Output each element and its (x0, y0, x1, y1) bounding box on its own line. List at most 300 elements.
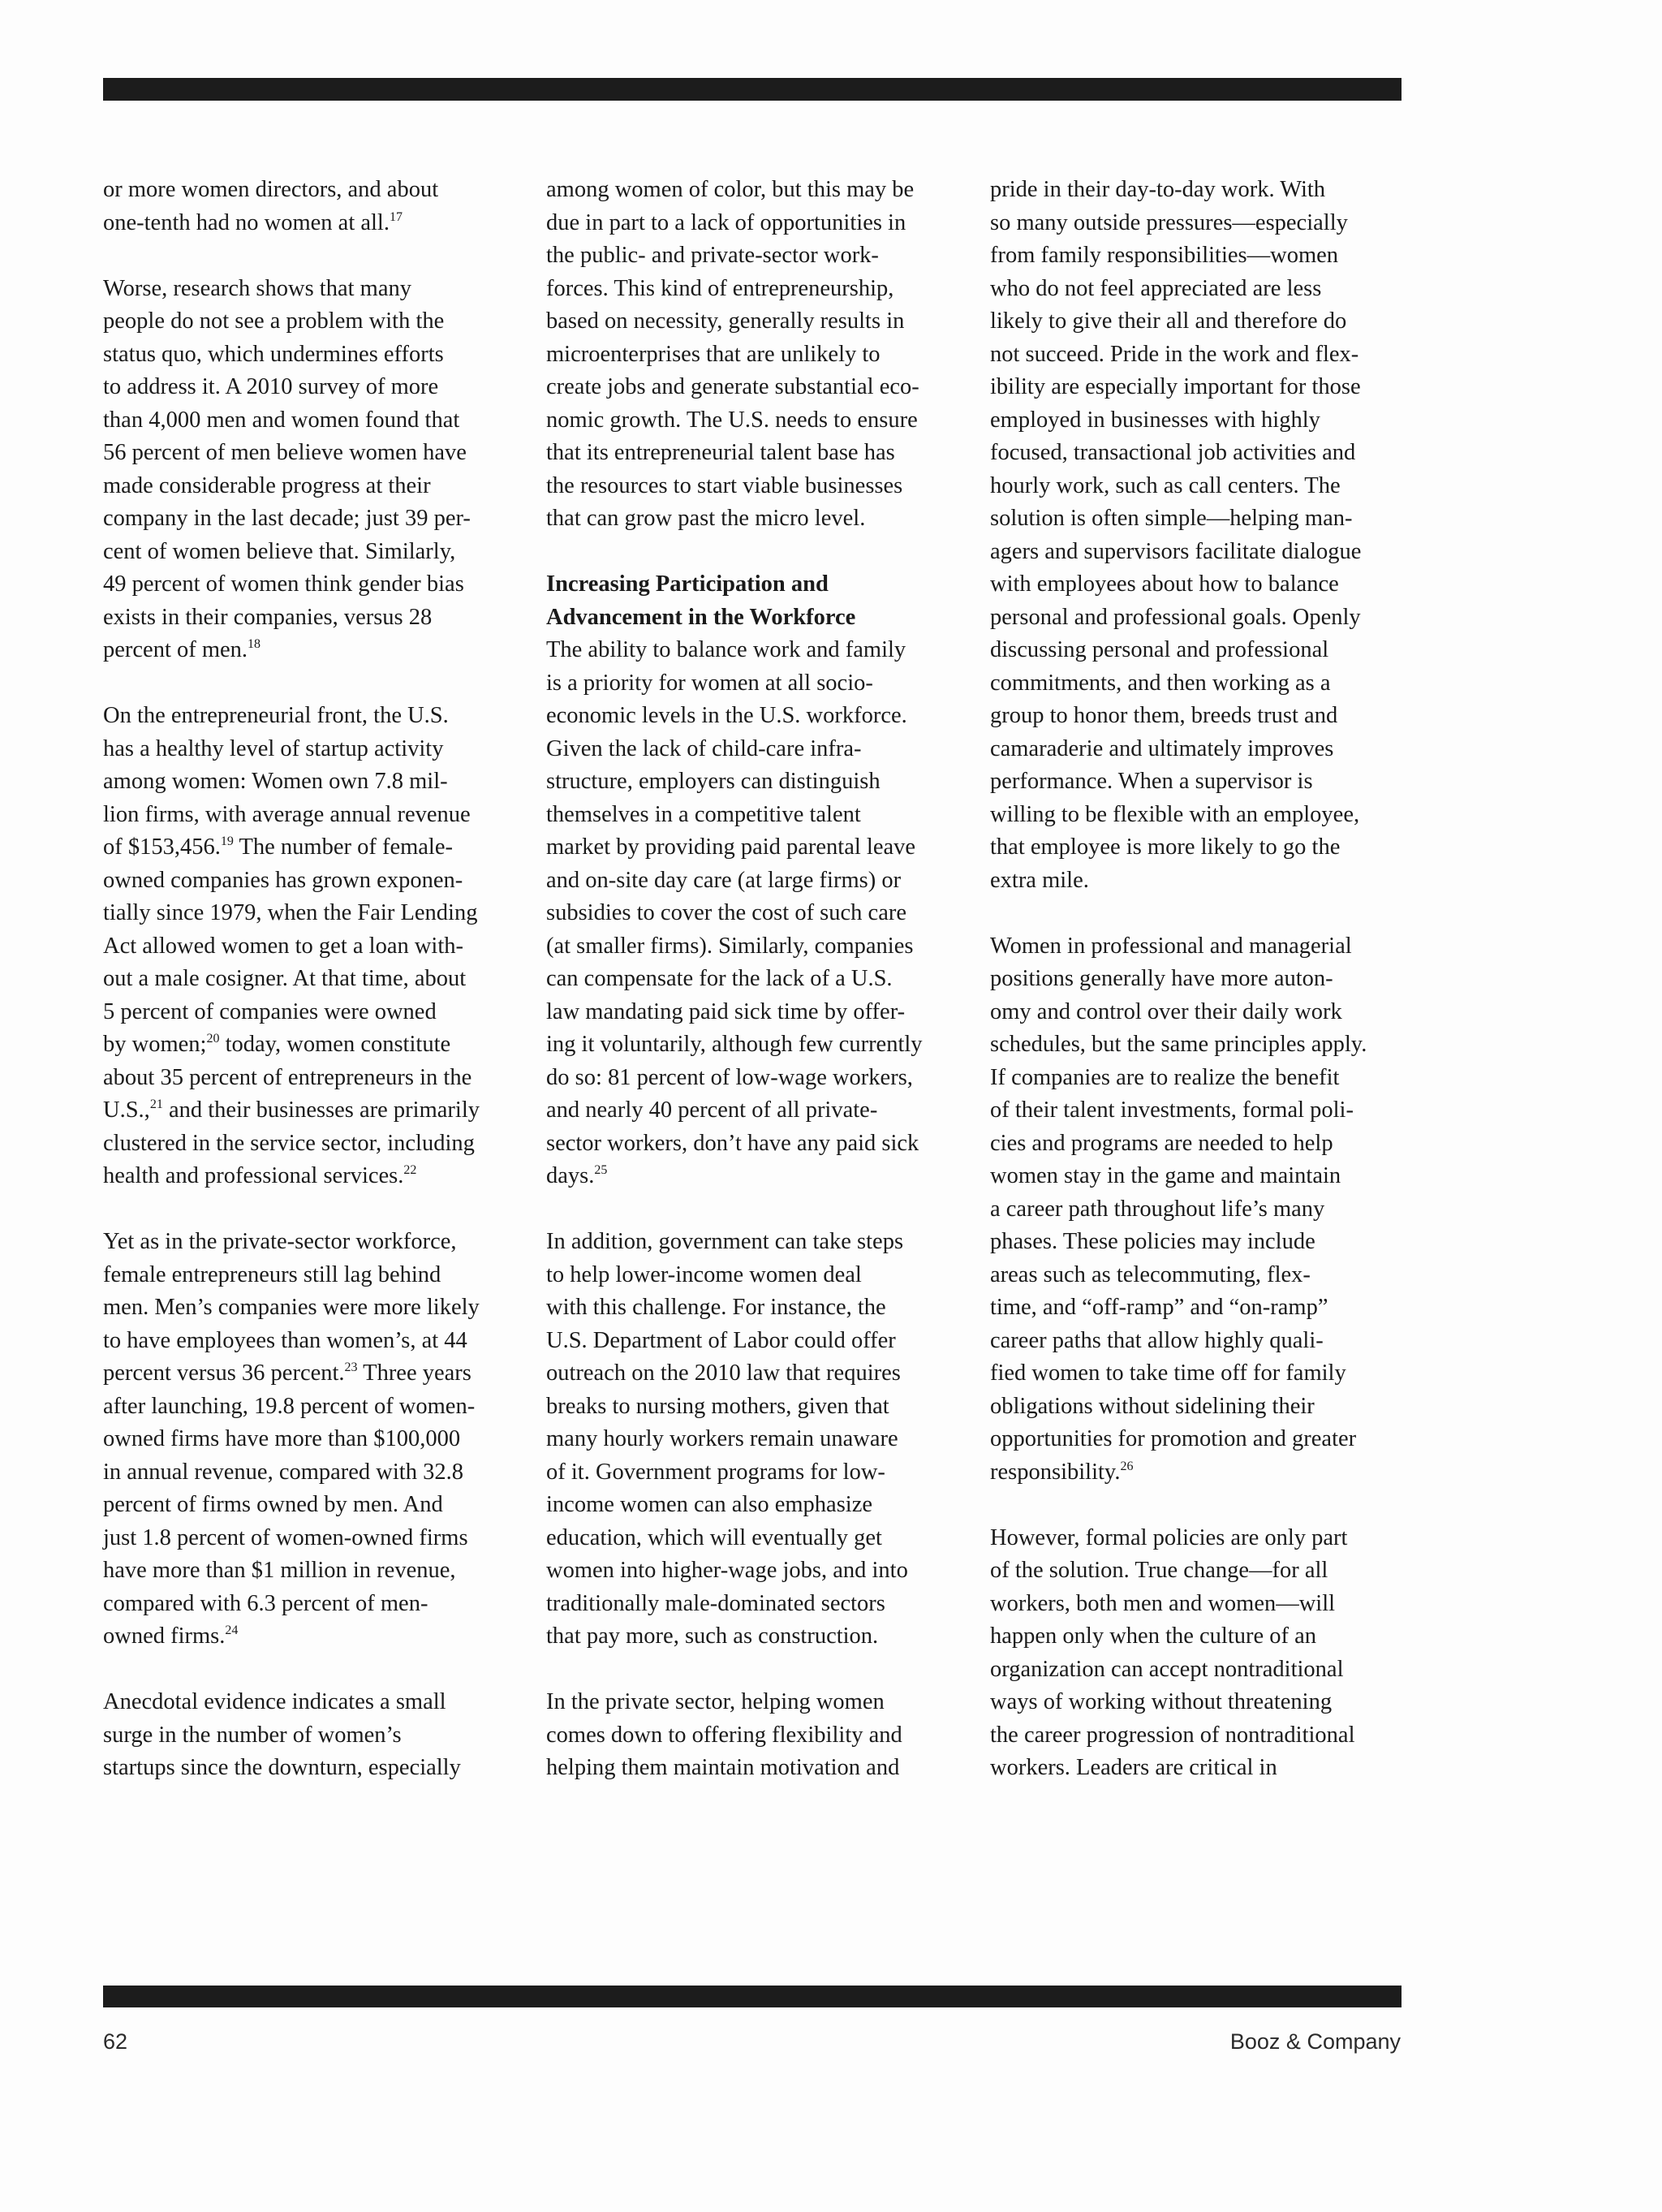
line-text: have more than $1 million in revenue, (103, 1558, 456, 1583)
line-text-continued: today, women constitute (219, 1032, 451, 1057)
text-line (546, 1752, 988, 1785)
line-text: due in part to a lack of opportunities in (546, 209, 906, 235)
footnote-marker: 20 (206, 1032, 220, 1046)
footnote-marker: 24 (225, 1623, 239, 1637)
line-text: commitments, and then working as a (990, 670, 1331, 696)
text-line (990, 239, 1432, 273)
text-line (103, 1357, 545, 1391)
text-line (103, 1062, 545, 1095)
line-text: in annual revenue, compared with 32.8 (103, 1459, 463, 1485)
text-line (103, 765, 545, 799)
text-line (103, 404, 545, 438)
text-line (103, 470, 545, 503)
text-line (103, 1456, 545, 1490)
line-text: startups since the downturn, especially (103, 1755, 461, 1780)
text-line (990, 305, 1432, 338)
line-text: breaks to nursing mothers, given that (546, 1393, 889, 1419)
line-text: among women of color, but this may be (546, 177, 915, 202)
text-line (990, 831, 1432, 865)
line-text: outreach on the 2010 law that requires (546, 1360, 901, 1386)
text-line (546, 1028, 988, 1062)
paragraph-break (103, 667, 545, 701)
text-line (546, 799, 988, 832)
line-text: of it. Government programs for low- (546, 1459, 885, 1485)
line-text: to help lower-income women deal (546, 1261, 862, 1287)
line-text: do so: 81 percent of low-wage workers, (546, 1064, 913, 1090)
line-text: structure, employers can distinguish (546, 769, 881, 794)
text-line (990, 470, 1432, 503)
paragraph-break (546, 1654, 988, 1687)
line-text: of $153,456. (103, 834, 221, 860)
text-line (990, 1226, 1432, 1259)
line-text: ing it voluntarily, although few currently (546, 1032, 923, 1057)
footer-rule (103, 1986, 1402, 2007)
text-line (103, 634, 545, 667)
text-line (103, 1752, 545, 1785)
line-text: employed in businesses with highly (990, 407, 1320, 433)
text-line (103, 1128, 545, 1161)
line-text: extra mile. (990, 867, 1089, 893)
line-text: made considerable progress at their (103, 472, 431, 498)
line-text: nomic growth. The U.S. needs to ensure (546, 407, 918, 433)
text-line (103, 700, 545, 733)
text-column-1 (103, 174, 545, 1785)
text-line (103, 930, 545, 964)
text-line (990, 437, 1432, 470)
line-text: subsidies to cover the cost of such care (546, 900, 906, 925)
footnote-marker: 17 (389, 209, 403, 224)
line-text: compared with 6.3 percent of men- (103, 1590, 428, 1616)
line-text: microenterprises that are unlikely to (546, 341, 881, 367)
line-text: themselves in a competitive talent (546, 801, 861, 827)
line-text: to have employees than women’s, at 44 (103, 1327, 467, 1353)
line-text: forces. This kind of entrepreneurship, (546, 275, 894, 301)
line-text: after launching, 19.8 percent of women- (103, 1393, 476, 1419)
line-text: so many outside pressures—especially (990, 209, 1348, 235)
line-text: The ability to balance work and family (546, 637, 906, 662)
text-line (103, 1325, 545, 1358)
line-text: workers. Leaders are critical in (990, 1755, 1277, 1780)
text-line (103, 1391, 545, 1424)
text-line (546, 1620, 988, 1654)
line-text: 5 percent of companies were owned (103, 998, 437, 1024)
text-line (990, 1423, 1432, 1456)
line-text: clustered in the service sector, including (103, 1130, 475, 1156)
text-line (990, 1588, 1432, 1621)
line-text: ways of working without threatening (990, 1689, 1333, 1714)
text-line (546, 733, 988, 766)
footnote-marker: 26 (1120, 1459, 1134, 1473)
text-line (103, 437, 545, 470)
text-line (103, 568, 545, 602)
text-line (546, 897, 988, 930)
line-text: happen only when the culture of an (990, 1623, 1317, 1649)
line-text: However, formal policies are only part (990, 1524, 1348, 1550)
line-text-continued: The number of female- (233, 834, 453, 860)
footnote-marker: 25 (594, 1163, 608, 1177)
text-line (546, 1291, 988, 1325)
text-line (546, 1259, 988, 1292)
text-line (990, 765, 1432, 799)
line-text: to address it. A 2010 survey of more (103, 374, 439, 399)
line-text: that employee is more likely to go the (990, 834, 1341, 860)
paragraph-break (103, 1654, 545, 1687)
line-text: a career path throughout life’s many (990, 1196, 1325, 1222)
line-text: cies and programs are needed to help (990, 1130, 1333, 1156)
text-line (103, 1160, 545, 1193)
text-line (990, 1325, 1432, 1358)
line-text: discussing personal and professional (990, 637, 1329, 662)
line-text: with employees about how to balance (990, 571, 1339, 597)
line-text: is a priority for women at all socio- (546, 670, 873, 696)
text-line (546, 1160, 988, 1193)
line-text: many hourly workers remain unaware (546, 1426, 898, 1451)
line-text: create jobs and generate substantial eco- (546, 374, 919, 399)
text-line (990, 1094, 1432, 1128)
line-text: (at smaller firms). Similarly, companies (546, 933, 914, 959)
text-line (103, 1719, 545, 1753)
text-line (546, 273, 988, 306)
text-line (546, 963, 988, 996)
text-line (546, 174, 988, 207)
line-text: income women can also emphasize (546, 1492, 873, 1517)
text-line (103, 305, 545, 338)
text-line (103, 502, 545, 536)
line-text: tially since 1979, when the Fair Lending (103, 900, 478, 925)
text-line (990, 1062, 1432, 1095)
line-text: by women; (103, 1032, 207, 1057)
footnote-marker: 18 (248, 637, 261, 651)
text-line (103, 207, 545, 240)
line-text: areas such as telecommuting, flex- (990, 1261, 1311, 1287)
line-text: If companies are to realize the benefit (990, 1064, 1340, 1090)
text-line (546, 1128, 988, 1161)
text-line (990, 207, 1432, 240)
line-text: 49 percent of women think gender bias (103, 571, 464, 597)
section-heading-line (546, 602, 988, 635)
line-text: omy and control over their daily work (990, 998, 1342, 1024)
text-line (103, 273, 545, 306)
line-text: that pay more, such as construction. (546, 1623, 879, 1649)
line-text: days. (546, 1163, 595, 1188)
line-text: and on-site day care (at large firms) or (546, 867, 902, 893)
line-text: female entrepreneurs still lag behind (103, 1261, 441, 1287)
text-line (990, 1456, 1432, 1490)
text-line (990, 799, 1432, 832)
text-line (990, 1620, 1432, 1654)
line-text: willing to be flexible with an employee, (990, 801, 1360, 827)
paragraph-break (990, 1489, 1432, 1522)
line-text: percent versus 36 percent. (103, 1360, 345, 1386)
text-line (546, 634, 988, 667)
line-text: exists in their companies, versus 28 (103, 604, 433, 630)
line-text: In addition, government can take steps (546, 1229, 904, 1254)
text-line (546, 1456, 988, 1490)
line-text: hourly work, such as call centers. The (990, 472, 1341, 498)
line-text: women into higher-wage jobs, and into (546, 1558, 908, 1583)
line-text: Worse, research shows that many (103, 275, 411, 301)
line-text: lion firms, with average annual revenue (103, 801, 471, 827)
text-line (990, 1522, 1432, 1555)
company-name: Booz & Company (1229, 2029, 1401, 2054)
line-text: owned firms have more than $100,000 (103, 1426, 461, 1451)
line-text: time, and “off-ramp” and “on-ramp” (990, 1295, 1328, 1320)
line-text: and nearly 40 percent of all private- (546, 1097, 878, 1123)
line-text: U.S. Department of Labor could offer (546, 1327, 896, 1353)
text-line (546, 470, 988, 503)
text-line (990, 1160, 1432, 1193)
text-line (103, 865, 545, 898)
text-line (990, 1193, 1432, 1227)
text-line (546, 1489, 988, 1522)
line-text: Increasing Participation and (546, 571, 829, 597)
section-heading-line (546, 568, 988, 602)
text-line (546, 1588, 988, 1621)
line-text: phases. These policies may include (990, 1229, 1315, 1254)
line-text: with this challenge. For instance, the (546, 1295, 886, 1320)
text-line (546, 667, 988, 701)
text-line (103, 799, 545, 832)
line-text: men. Men’s companies were more likely (103, 1295, 480, 1320)
line-text: organization can accept nontraditional (990, 1656, 1344, 1682)
line-text: among women: Women own 7.8 mil- (103, 769, 448, 794)
line-text: agers and supervisors facilitate dialogue (990, 538, 1362, 564)
footnote-marker: 23 (344, 1360, 358, 1374)
text-line (990, 930, 1432, 964)
text-line (546, 1719, 988, 1753)
line-text: sector workers, don’t have any paid sick (546, 1130, 919, 1156)
text-line (546, 1226, 988, 1259)
paragraph-break (990, 897, 1432, 930)
line-text: Yet as in the private-sector workforce, (103, 1229, 457, 1254)
text-line (990, 634, 1432, 667)
text-line (103, 174, 545, 207)
text-line (990, 502, 1432, 536)
line-text: the career progression of nontraditional (990, 1722, 1355, 1748)
line-text: women stay in the game and maintain (990, 1163, 1341, 1188)
line-text: likely to give their all and therefore do (990, 308, 1347, 334)
line-text: In the private sector, helping women (546, 1689, 885, 1714)
text-line (103, 338, 545, 372)
header-rule (103, 78, 1402, 101)
line-text: owned firms. (103, 1623, 226, 1649)
line-text: obligations without sidelining their (990, 1393, 1315, 1419)
text-line (103, 1028, 545, 1062)
text-line (103, 1620, 545, 1654)
text-line (990, 404, 1432, 438)
text-line (546, 831, 988, 865)
text-line (103, 1686, 545, 1719)
text-line (103, 831, 545, 865)
text-line (546, 1686, 988, 1719)
footnote-marker: 22 (403, 1163, 417, 1177)
footnote-marker: 19 (220, 834, 234, 848)
line-text: responsibility. (990, 1459, 1121, 1485)
text-column-2 (546, 174, 988, 1785)
text-line (990, 174, 1432, 207)
paragraph-break (103, 1193, 545, 1227)
text-line (990, 568, 1432, 602)
text-line (990, 1554, 1432, 1588)
text-line (990, 1259, 1432, 1292)
line-text: one-tenth had no women at all. (103, 209, 390, 235)
text-line (103, 1094, 545, 1128)
text-line (546, 1062, 988, 1095)
line-text: camaraderie and ultimately improves (990, 735, 1334, 761)
line-text: of their talent investments, formal poli- (990, 1097, 1354, 1123)
page-number: 62 (103, 2029, 128, 2054)
text-line (103, 1259, 545, 1292)
text-line (990, 1719, 1432, 1753)
line-text: comes down to offering flexibility and (546, 1722, 902, 1748)
text-line (546, 502, 988, 536)
text-column-3 (990, 174, 1432, 1785)
text-line (103, 733, 545, 766)
line-text: pride in their day-to-day work. With (990, 177, 1326, 202)
line-text: status quo, which undermines efforts (103, 341, 444, 367)
text-line (990, 1357, 1432, 1391)
line-text: the resources to start viable businesses (546, 472, 903, 498)
text-line (990, 536, 1432, 569)
text-line (546, 1094, 988, 1128)
text-line (990, 273, 1432, 306)
line-text: Act allowed women to get a loan with- (103, 933, 464, 959)
line-text: health and professional services. (103, 1163, 404, 1188)
line-text: U.S., (103, 1097, 150, 1123)
text-line (103, 897, 545, 930)
text-line (103, 536, 545, 569)
text-line (546, 239, 988, 273)
text-line (990, 963, 1432, 996)
text-line (546, 1423, 988, 1456)
footnote-marker: 21 (149, 1097, 163, 1111)
text-line (546, 305, 988, 338)
text-line (990, 602, 1432, 635)
paragraph-break (546, 536, 988, 569)
line-text: surge in the number of women’s (103, 1722, 402, 1748)
text-line (990, 338, 1432, 372)
line-text-continued: Three years (357, 1360, 471, 1386)
line-text: education, which will eventually get (546, 1524, 882, 1550)
text-line (546, 1325, 988, 1358)
line-text: has a healthy level of startup activity (103, 735, 444, 761)
text-line (103, 996, 545, 1029)
text-line (546, 1522, 988, 1555)
text-line (546, 404, 988, 438)
text-line (103, 1489, 545, 1522)
text-line (103, 1423, 545, 1456)
line-text: group to honor them, breeds trust and (990, 703, 1338, 728)
text-line (990, 1752, 1432, 1785)
text-line (546, 865, 988, 898)
text-line (990, 1291, 1432, 1325)
line-text: career paths that allow highly quali- (990, 1327, 1324, 1353)
line-text: based on necessity, generally results in (546, 308, 905, 334)
text-line (103, 963, 545, 996)
text-line (546, 437, 988, 470)
line-text: company in the last decade; just 39 per- (103, 506, 471, 531)
line-text: out a male cosigner. At that time, about (103, 966, 467, 991)
text-line (546, 371, 988, 404)
text-line (103, 1554, 545, 1588)
line-text: performance. When a supervisor is (990, 769, 1313, 794)
text-line (546, 765, 988, 799)
line-text: Women in professional and managerial (990, 933, 1352, 959)
line-text: or more women directors, and about (103, 177, 439, 202)
line-text: focused, transactional job activities and (990, 440, 1356, 465)
text-line (990, 1654, 1432, 1687)
line-text-continued: and their businesses are primarily (162, 1097, 480, 1123)
text-line (103, 1291, 545, 1325)
line-text: traditionally male-dominated sectors (546, 1590, 885, 1616)
line-text: schedules, but the same principles apply. (990, 1032, 1367, 1057)
line-text: just 1.8 percent of women-owned firms (103, 1524, 468, 1550)
line-text: solution is often simple—helping man- (990, 506, 1353, 531)
line-text: that its entrepreneurial talent base has (546, 440, 895, 465)
line-text: people do not see a problem with the (103, 308, 445, 334)
text-line (546, 207, 988, 240)
line-text: opportunities for promotion and greater (990, 1426, 1357, 1451)
text-line (990, 1028, 1432, 1062)
line-text: helping them maintain motivation and (546, 1755, 900, 1780)
line-text: On the entrepreneurial front, the U.S. (103, 703, 449, 728)
line-text: than 4,000 men and women found that (103, 407, 460, 433)
line-text: can compensate for the lack of a U.S. (546, 966, 893, 991)
line-text: Advancement in the Workforce (546, 604, 856, 630)
text-line (103, 602, 545, 635)
text-line (546, 930, 988, 964)
line-text: that can grow past the micro level. (546, 506, 866, 531)
text-line (546, 1554, 988, 1588)
text-line (546, 700, 988, 733)
line-text: who do not feel appreciated are less (990, 275, 1322, 301)
text-line (990, 667, 1432, 701)
text-line (546, 1391, 988, 1424)
line-text: 56 percent of men believe women have (103, 440, 467, 465)
text-line (990, 700, 1432, 733)
text-line (990, 733, 1432, 766)
text-line (990, 996, 1432, 1029)
line-text: percent of firms owned by men. And (103, 1492, 443, 1517)
text-line (990, 1686, 1432, 1719)
text-line (990, 371, 1432, 404)
text-line (103, 1226, 545, 1259)
text-line (546, 1357, 988, 1391)
line-text: cent of women believe that. Similarly, (103, 538, 456, 564)
line-text: personal and professional goals. Openly (990, 604, 1361, 630)
text-line (546, 996, 988, 1029)
line-text: workers, both men and women—will (990, 1590, 1336, 1616)
line-text: Anecdotal evidence indicates a small (103, 1689, 446, 1714)
line-text: the public- and private-sector work- (546, 243, 879, 268)
text-line (103, 371, 545, 404)
text-line (103, 1588, 545, 1621)
line-text: Given the lack of child-care infra- (546, 735, 862, 761)
text-line (103, 1522, 545, 1555)
line-text: from family responsibilities—women (990, 243, 1339, 268)
line-text: positions generally have more auton- (990, 966, 1333, 991)
line-text: fied women to take time off for family (990, 1360, 1346, 1386)
text-line (990, 1128, 1432, 1161)
line-text: of the solution. True change—for all (990, 1558, 1328, 1583)
text-line (990, 1391, 1432, 1424)
line-text: about 35 percent of entrepreneurs in the (103, 1064, 472, 1090)
paragraph-break (546, 1193, 988, 1227)
line-text: economic levels in the U.S. workforce. (546, 703, 907, 728)
line-text: percent of men. (103, 637, 248, 662)
text-line (546, 338, 988, 372)
line-text: law mandating paid sick time by offer- (546, 998, 906, 1024)
